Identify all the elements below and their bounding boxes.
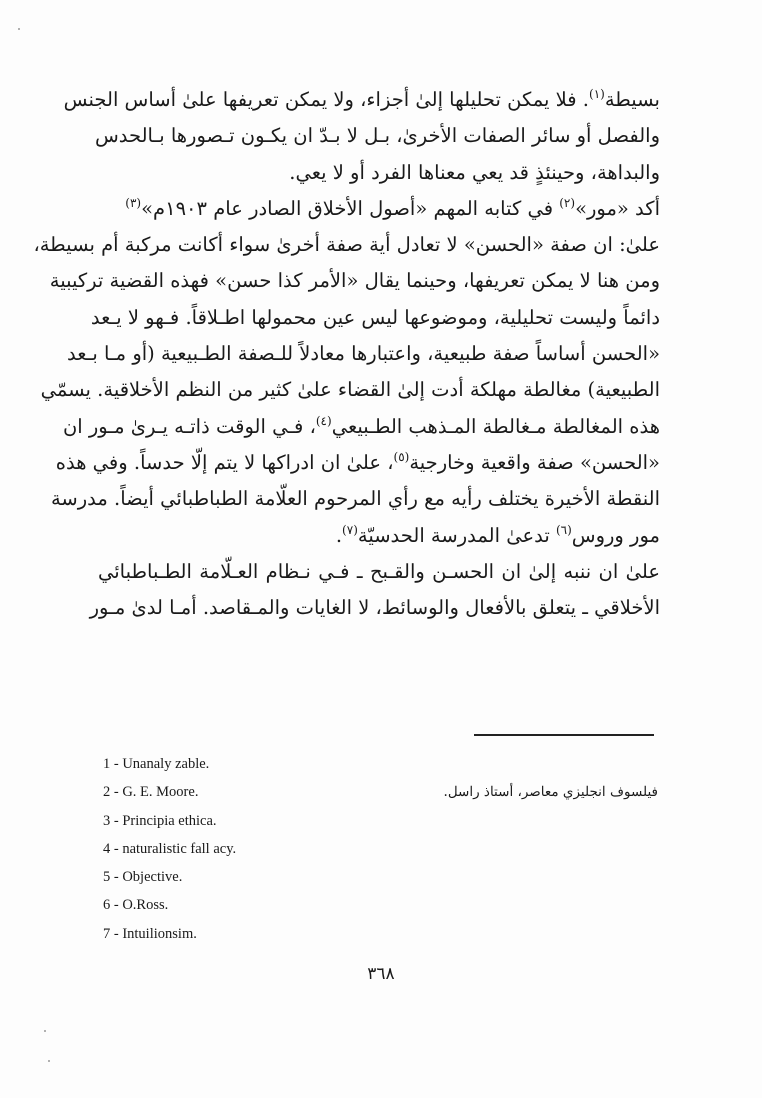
footnote-ref[interactable]: (١): [589, 87, 605, 101]
footnote-item: 6 - O.Ross.: [103, 897, 169, 914]
footnote-item: 3 - Principia ethica.: [103, 812, 217, 829]
text-line: والفصل أو سائر الصفات الأخرىٰ، بـل لا بـدّ ان يكـون تـصورها بـالحدس: [94, 124, 660, 148]
scan-speck: [48, 1060, 50, 1062]
scan-speck: [18, 28, 20, 30]
footnote-ref[interactable]: (٢): [559, 195, 576, 210]
footnote-ref[interactable]: (٤): [315, 413, 332, 428]
text-line: الطبيعية) مغالطة مهلكة أدت إلىٰ القضاء علىٰ كثير من النظم الأخلاقية. يسمّي: [40, 378, 660, 402]
text-line: علىٰ ان ننبه إلىٰ ان الحسـن والقـبح ـ فـي نـظام العـلّامة الطـباطبائي: [98, 559, 660, 583]
footnote-ref[interactable]: (٧): [342, 522, 358, 537]
body-text: [33, 82, 660, 626]
text-line: أكد «مور»$^{(٢)}$ في كتابه المهم «أصول الأخلاق الصادر عام ١٩٠٣م»$^{(٣)}$: [125, 195, 660, 220]
text-line: ومن هنا لا يمكن تعريفها، وحينما يقال «الأمر كذا حسن» فهذه القضية تركيبية: [49, 269, 660, 293]
footnote-item: 5 - Objective.: [103, 869, 183, 886]
text-line: هذه المغالطة مـغالطة المـذهب الطـبيعي$^{(٤)}$، فـي الوقت ذاتـه يـرىٰ مـور ان: [62, 413, 660, 438]
text-line: «الحسن» صفة واقعية وخارجية$^{(٥)}$، علىٰ ان ادراكها لا يتم إلّا حدساً. وفي هذه: [55, 449, 660, 474]
footnote-ref[interactable]: (٥): [393, 449, 410, 464]
footnote-item: 2 - G. E. Moore.: [103, 784, 199, 801]
text-line: الأخلاقي ـ يتعلق بالأفعال والوسائط، لا الغايات والمـقاصد. أمـا لدىٰ مـور: [89, 596, 660, 620]
footnote-ref[interactable]: (٦): [555, 522, 572, 537]
text-line: بسيطة$^{(١)}$. فلا يمكن تحليلها إلىٰ أجزاء، ولا يمكن تعريفها علىٰ أساس الجنس: [63, 87, 660, 111]
text-line: دائماً وليست تحليلية، وموضوعها ليس عين محمولها اطـلاقاً. فـهو لا يـعد: [90, 305, 660, 329]
footnote-arabic: فيلسوف انجليزي معاصر، أستاذ راسل.: [443, 784, 658, 800]
text-line: علىٰ: ان صفة «الحسن» لا تعادل أية صفة أخرىٰ سواء أكانت مركبة أم بسيطة،: [33, 233, 660, 257]
text-line: والبداهة، وحينئذٍ قد يعي معناها الفرد أو لا يعي.: [289, 160, 660, 184]
footnote-separator: [474, 734, 654, 736]
footnotes-english: [103, 750, 236, 948]
text-line: النقطة الأخيرة يختلف رأيه مع رأي المرحوم العلّامة الطباطبائي أيضاً. مدرسة: [50, 487, 660, 511]
footnote-item: 1 - Unanaly zable.: [103, 756, 210, 772]
text-line: «الحسن أساساً صفة طبيعية، واعتبارها معادلاً للـصفة الطـبيعية (أو مـا بـعد: [67, 342, 660, 366]
text-line: مور وروس$^{(٦)}$ تدعىٰ المدرسة الحدسيّة$^{(٧)}$.: [335, 522, 660, 547]
footnote-item: 4 - naturalistic fall acy.: [103, 840, 237, 857]
footnote-item: 7 - Intuilionsim.: [103, 925, 197, 942]
footnote-ref[interactable]: (٣): [125, 195, 142, 210]
scan-speck: [44, 1030, 46, 1032]
page-number: ٣٦٨: [367, 964, 395, 984]
